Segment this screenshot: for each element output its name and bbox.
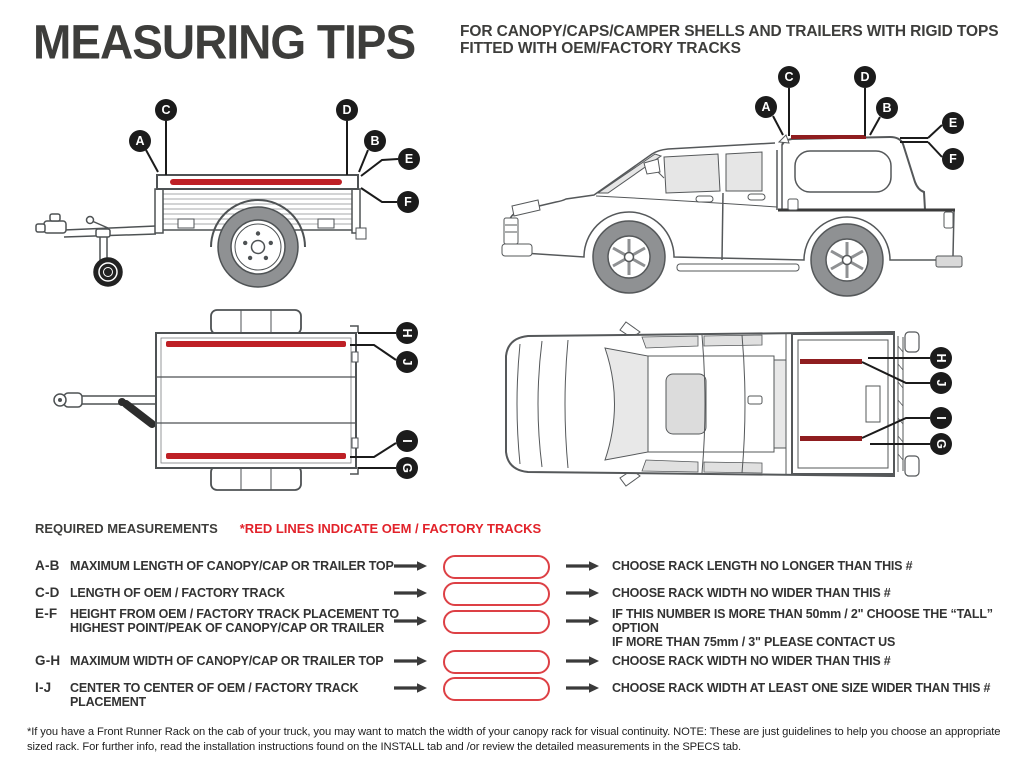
label-badge-d [336, 99, 358, 121]
measurement-row-ij [0, 680, 1024, 710]
label-badge-a [129, 130, 151, 152]
measurement-code: E-F [35, 606, 58, 621]
svg-text:D: D [342, 103, 352, 117]
svg-text:A: A [761, 100, 771, 114]
description-line: HEIGHT FROM OEM / FACTORY TRACK PLACEMENT TO [70, 607, 399, 621]
measurement-code: G-H [35, 653, 61, 668]
svg-text:I: I [400, 439, 414, 443]
label-badge-c [778, 66, 800, 88]
oem-track-red-line [166, 341, 346, 347]
arrow-right-icon [566, 682, 600, 694]
arrow-right-icon [566, 615, 600, 627]
svg-text:H: H [934, 353, 948, 363]
label-badge-i [930, 407, 952, 429]
footnote: *If you have a Front Runner Rack on the cab of your truck, you may want to match the width of your canopy rack for visual continuity. NOTE: These are just guidelines to help you choose an appropriate sized rack. For further info, read the installation instructions found on the INSTALL tab and /or review the detailed measurements in the SPECS tab. [27, 726, 1001, 753]
svg-text:J: J [400, 358, 414, 366]
svg-text:G: G [934, 439, 948, 449]
label-badge-d [854, 66, 876, 88]
label-badge-e [398, 148, 420, 170]
svg-text:A: A [135, 134, 145, 148]
trailer-side-body [36, 175, 366, 287]
label-badge-b [876, 97, 898, 119]
measurement-description [70, 607, 400, 635]
oem-track-red-line [791, 135, 866, 139]
svg-text:I: I [934, 416, 948, 420]
measurement-blank-field [443, 610, 550, 634]
svg-text:C: C [161, 103, 171, 117]
instruction-line: CHOOSE RACK LENGTH NO LONGER THAN THIS # [612, 559, 913, 573]
measurement-blank-field [443, 677, 550, 701]
svg-text:G: G [400, 463, 414, 473]
truck-top-view-diagram [490, 302, 988, 507]
truck-side-body [502, 135, 962, 296]
description-line: LENGTH OF OEM / FACTORY TRACK [70, 586, 285, 600]
truck-side-view-drawing [492, 60, 974, 298]
description-line: MAXIMUM LENGTH OF CANOPY/CAP OR TRAILER TOP [70, 559, 394, 573]
oem-track-red-line [800, 436, 862, 441]
svg-text:J: J [934, 379, 948, 387]
description-line: MAXIMUM WIDTH OF CANOPY/CAP OR TRAILER TOP [70, 654, 384, 668]
measurement-code: C-D [35, 585, 60, 600]
label-badge-j [396, 351, 418, 373]
truck-side-view-diagram [492, 60, 974, 298]
page-title: MEASURING TIPS [33, 15, 416, 70]
measurement-instruction [612, 586, 1014, 600]
measurement-code: I-J [35, 680, 52, 695]
label-badge-f [397, 191, 419, 213]
measurement-code: A-B [35, 558, 60, 573]
description-line: CENTER TO CENTER OF OEM / FACTORY TRACK PLACEMENT [70, 681, 359, 709]
arrow-right-icon [394, 587, 428, 599]
trailer-top-body [54, 310, 358, 490]
arrow-right-icon [566, 587, 600, 599]
label-badge-f [942, 148, 964, 170]
svg-text:F: F [949, 152, 957, 166]
arrow-right-icon [394, 655, 428, 667]
trailer-side-view-diagram [20, 88, 440, 298]
label-badge-a [755, 96, 777, 118]
oem-track-red-line [170, 179, 342, 185]
measurement-description [70, 559, 400, 573]
description-line: HIGHEST POINT/PEAK OF CANOPY/CAP OR TRAILER [70, 621, 385, 635]
arrow-right-icon [394, 615, 428, 627]
trailer-top-view-drawing [20, 300, 440, 500]
label-badge-i [396, 430, 418, 452]
truck-top-body [506, 322, 919, 486]
measurement-blank-field [443, 582, 550, 606]
instruction-line: CHOOSE RACK WIDTH NO WIDER THAN THIS # [612, 654, 891, 668]
measurement-description [70, 654, 400, 668]
required-measurements-label: REQUIRED MEASUREMENTS [35, 521, 218, 536]
arrow-right-icon [394, 682, 428, 694]
arrow-right-icon [394, 560, 428, 572]
measurement-instruction [612, 559, 1014, 573]
svg-text:D: D [860, 70, 870, 84]
arrow-right-icon [566, 560, 600, 572]
measurement-instruction [612, 607, 1014, 649]
measurement-blank-field [443, 650, 550, 674]
page-subtitle [460, 23, 998, 57]
svg-text:E: E [948, 116, 958, 130]
measurement-instruction [612, 654, 1014, 668]
svg-text:C: C [784, 70, 794, 84]
svg-text:F: F [404, 195, 412, 209]
label-badge-h [930, 347, 952, 369]
label-badge-j [930, 372, 952, 394]
trailer-side-view-drawing [20, 88, 440, 298]
instruction-line: CHOOSE RACK WIDTH AT LEAST ONE SIZE WIDER THAN THIS # [612, 681, 991, 695]
instruction-line: IF MORE THAN 75mm / 3" PLEASE CONTACT US [612, 635, 896, 649]
label-badge-b [364, 130, 386, 152]
svg-text:B: B [370, 134, 380, 148]
measurement-row-ef [0, 606, 1024, 649]
label-badge-g [396, 457, 418, 479]
truck-top-view-drawing [490, 302, 988, 507]
subtitle-line-1: FOR CANOPY/CAPS/CAMPER SHELLS AND TRAILERS WITH RIGID TOPS [460, 23, 999, 40]
trailer-top-view-diagram [20, 300, 440, 500]
label-connectors [773, 88, 942, 157]
measurement-description [70, 681, 400, 709]
svg-text:E: E [404, 152, 414, 166]
label-badge-c [155, 99, 177, 121]
oem-track-red-line [800, 359, 862, 364]
measurement-description [70, 586, 400, 600]
measurement-blank-field [443, 555, 550, 579]
oem-track-red-line [166, 453, 346, 459]
legend [35, 521, 541, 536]
svg-text:B: B [882, 101, 892, 115]
measurement-instruction [612, 681, 1014, 695]
instruction-line: CHOOSE RACK WIDTH NO WIDER THAN THIS # [612, 586, 891, 600]
arrow-right-icon [566, 655, 600, 667]
label-badge-h [396, 322, 418, 344]
red-lines-note: *RED LINES INDICATE OEM / FACTORY TRACKS [239, 521, 542, 536]
label-badge-e [942, 112, 964, 134]
subtitle-line-2: FITTED WITH OEM/FACTORY TRACKS [460, 40, 741, 57]
trailer-top-labels [396, 322, 418, 479]
label-badge-g [930, 433, 952, 455]
instruction-line: IF THIS NUMBER IS MORE THAN 50mm / 2" CHOOSE THE “TALL” OPTION [612, 607, 993, 635]
truck-top-labels [930, 347, 952, 455]
svg-text:H: H [400, 328, 414, 338]
